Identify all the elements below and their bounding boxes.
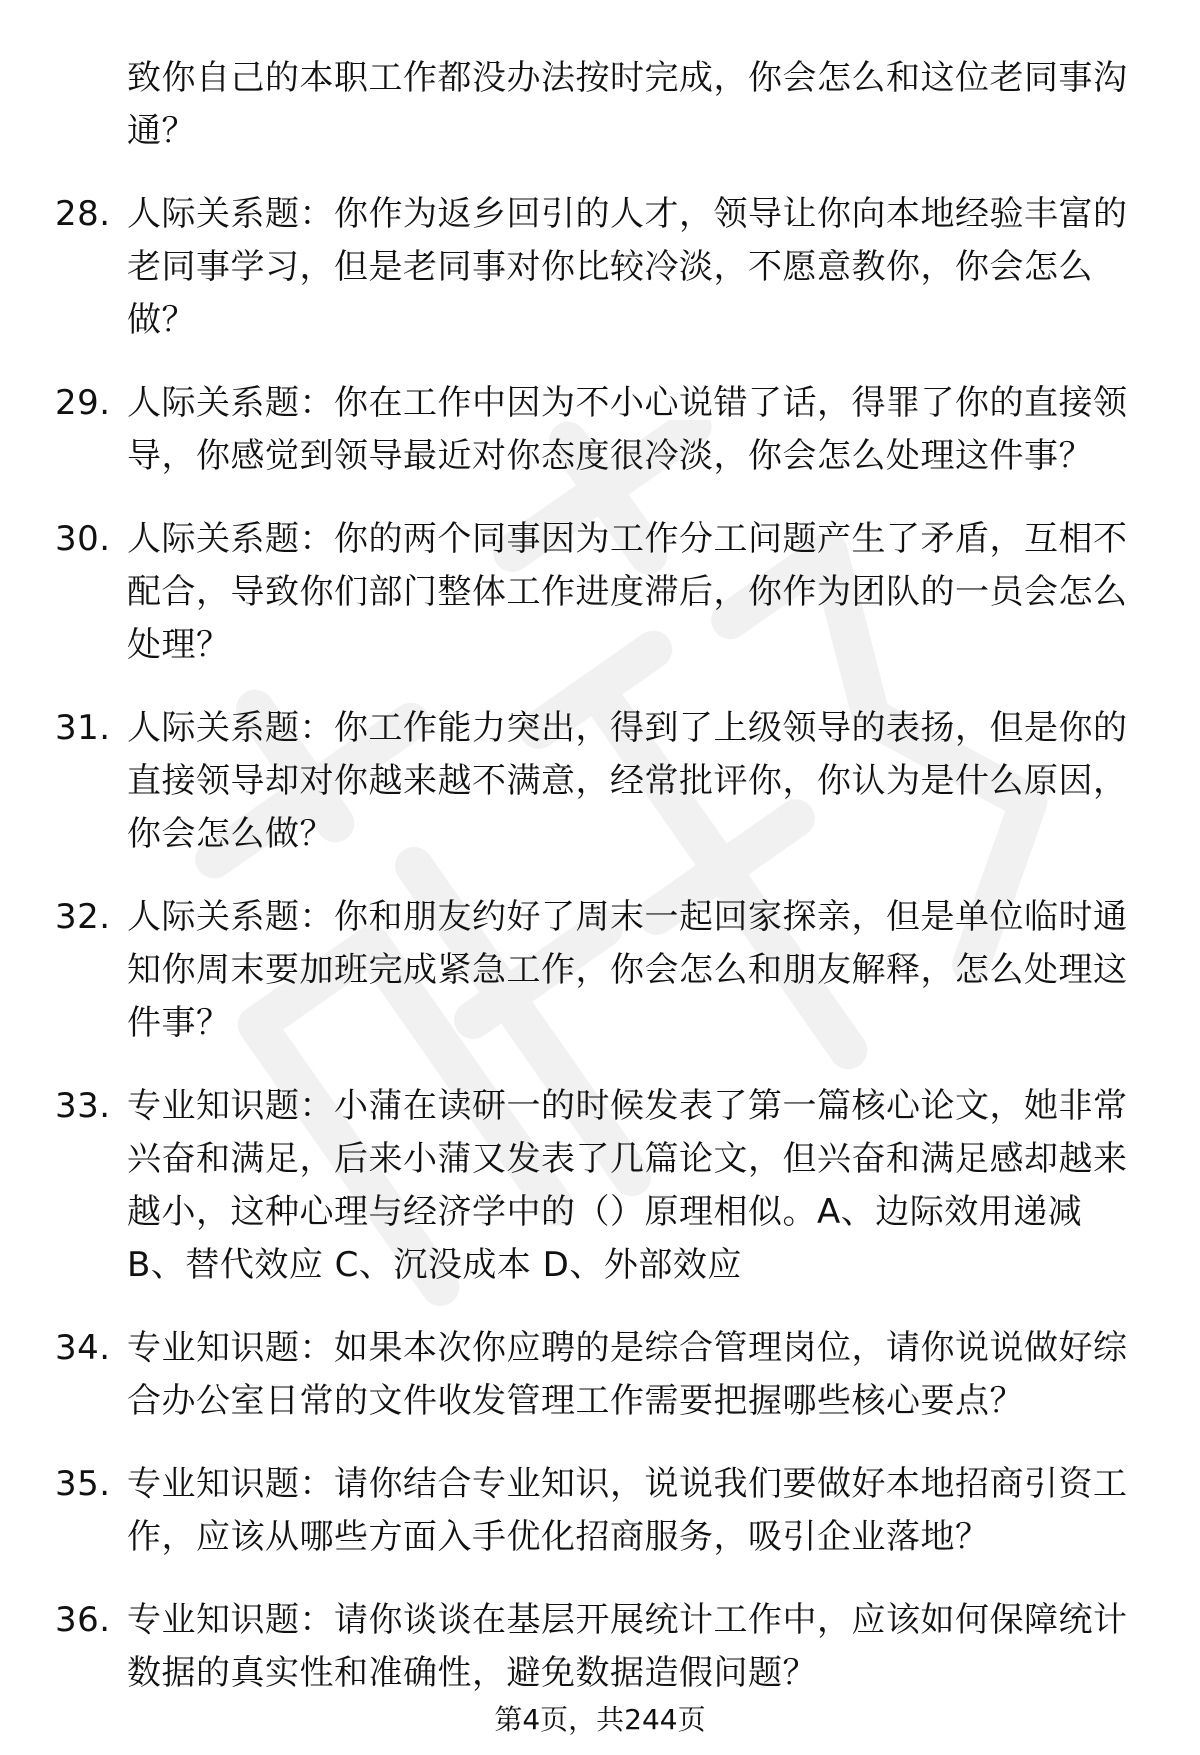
question-text: 人际关系题：你和朋友约好了周末一起回家探亲，但是单位临时通知你周末要加班完成紧急工作，你会怎么和朋友解释，怎么处理这件事？ bbox=[127, 897, 1128, 1043]
question-item bbox=[55, 702, 1145, 861]
question-item bbox=[55, 1594, 1145, 1700]
question-item bbox=[55, 513, 1145, 672]
page-footer: 第4页，共244页 bbox=[494, 1703, 706, 1736]
question-text: 人际关系题：你工作能力突出，得到了上级领导的表扬，但是你的直接领导却对你越来越不满意，经常批评你，你认为是什么原因，你会怎么做？ bbox=[127, 708, 1128, 854]
question-item bbox=[55, 1080, 1145, 1292]
question-item bbox=[55, 188, 1145, 347]
question-item bbox=[55, 1458, 1145, 1564]
question-number: 33. bbox=[55, 1086, 111, 1126]
question-number: 34. bbox=[55, 1328, 111, 1368]
question-item bbox=[55, 1322, 1145, 1428]
question-number: 35. bbox=[55, 1464, 111, 1504]
question-number: 31. bbox=[55, 708, 111, 748]
question-text: 专业知识题：如果本次你应聘的是综合管理岗位，请你说说做好综合办公室日常的文件收发管理工作需要把握哪些核心要点？ bbox=[127, 1328, 1128, 1421]
question-number: 36. bbox=[55, 1600, 111, 1640]
question-text: 人际关系题：你的两个同事因为工作分工问题产生了矛盾，互相不配合，导致你们部门整体工作进度滞后，你作为团队的一员会怎么处理？ bbox=[127, 519, 1128, 665]
question-number: 30. bbox=[55, 519, 111, 559]
question-text: 专业知识题：请你结合专业知识，说说我们要做好本地招商引资工作，应该从哪些方面入手优化招商服务，吸引企业落地？ bbox=[127, 1464, 1128, 1557]
question-text: 人际关系题：你作为返乡回引的人才，领导让你向本地经验丰富的老同事学习，但是老同事对你比较冷淡，不愿意教你，你会怎么做？ bbox=[127, 194, 1128, 340]
question-text: 人际关系题：你在工作中因为不小心说错了话，得罪了你的直接领导，你感觉到领导最近对你态度很冷淡，你会怎么处理这件事？ bbox=[127, 383, 1128, 476]
question-item bbox=[55, 891, 1145, 1050]
question-number: 32. bbox=[55, 897, 111, 937]
question-text: 专业知识题：小蒲在读研一的时候发表了第一篇核心论文，她非常兴奋和满足，后来小蒲又发表了几篇论文，但兴奋和满足感却越来越小，这种心理与经济学中的（）原理相似。A、边际效用递减 B、替代效应 C、沉没成本 D、外部效应 bbox=[127, 1086, 1128, 1285]
question-item bbox=[55, 377, 1145, 483]
question-list bbox=[55, 52, 1145, 1730]
question-text: 专业知识题：请你谈谈在基层开展统计工作中，应该如何保障统计数据的真实性和准确性，避免数据造假问题？ bbox=[127, 1600, 1128, 1693]
question-number: 29. bbox=[55, 383, 111, 423]
question-number: 28. bbox=[55, 194, 111, 234]
continued-question-text: 致你自己的本职工作都没办法按时完成，你会怎么和这位老同事沟通？ bbox=[127, 58, 1128, 151]
